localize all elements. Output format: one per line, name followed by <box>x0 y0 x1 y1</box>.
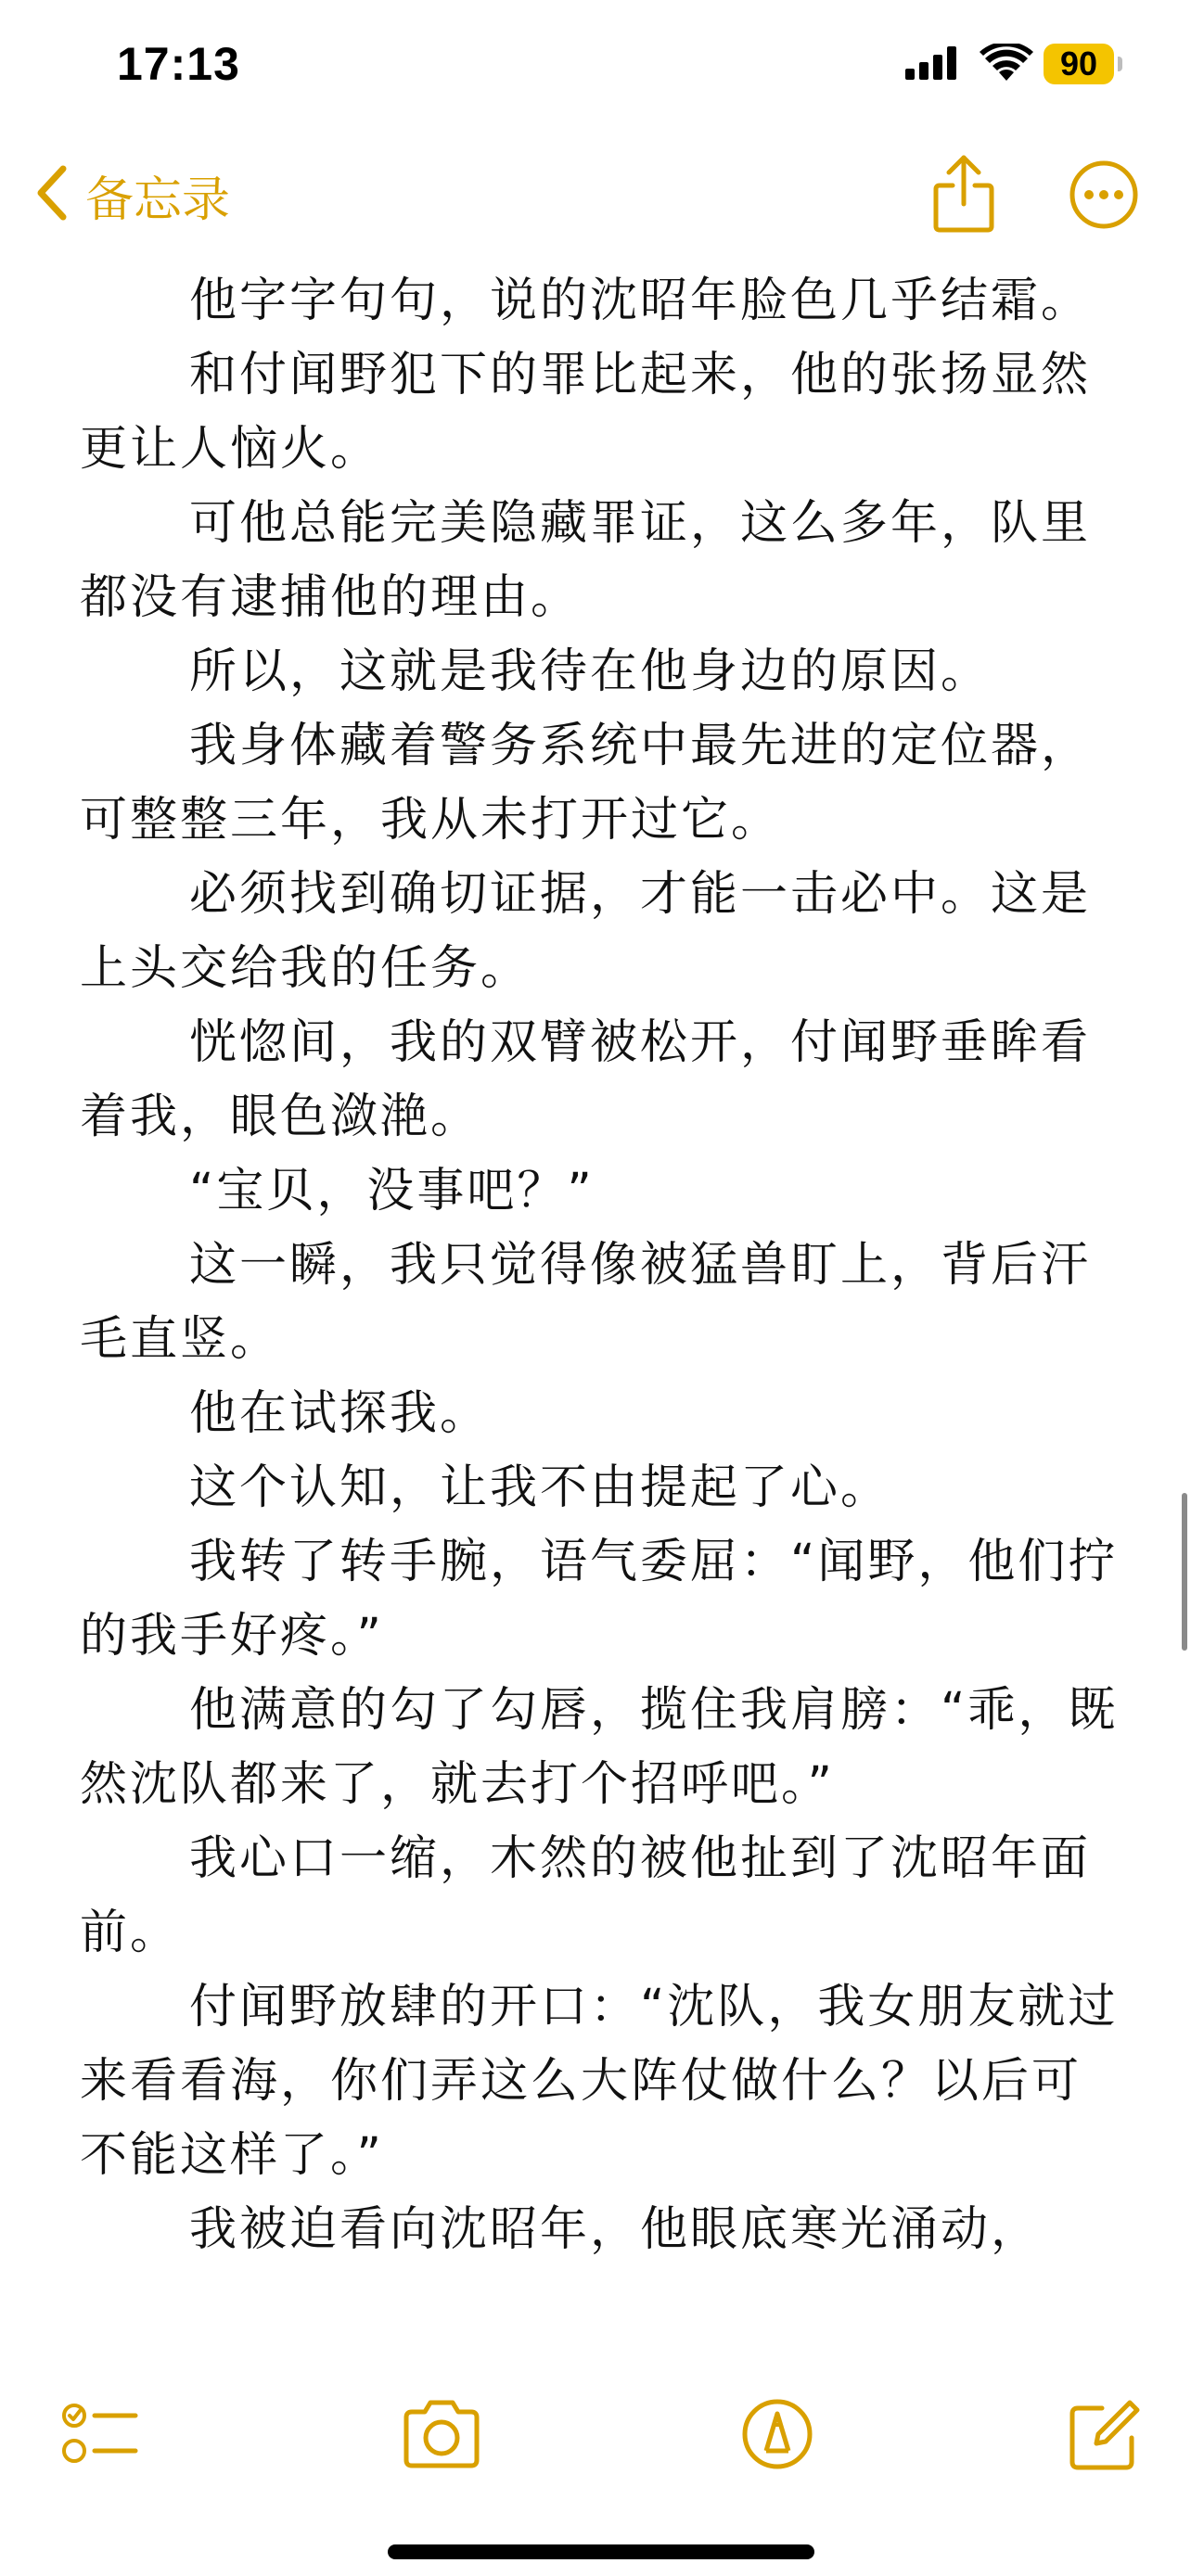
cellular-signal-icon <box>905 46 961 83</box>
back-label: 备忘录 <box>85 172 231 228</box>
note-paragraph: 所以，这就是我待在他身边的原因。 <box>189 644 992 699</box>
note-paragraph: 和付闻野犯下的罪比起来，他的张扬显然更让人恼火。 <box>80 348 1092 477</box>
bottom-toolbar <box>0 2388 1191 2490</box>
chevron-left-icon <box>33 163 70 226</box>
wifi-icon <box>980 44 1033 86</box>
note-paragraph: “宝贝，没事吧？” <box>189 1164 595 1218</box>
home-indicator[interactable] <box>388 2544 814 2559</box>
status-bar <box>0 0 1191 139</box>
nav-bar <box>0 139 1191 250</box>
note-paragraph: 他字字句句，说的沈昭年脸色几乎结霜。 <box>189 274 1092 328</box>
status-time: 17:13 <box>117 38 240 90</box>
share-icon <box>930 222 997 239</box>
note-paragraph: 我被迫看向沈昭年，他眼底寒光涌动， <box>189 2202 1042 2257</box>
note-paragraph: 这一瞬，我只觉得像被猛兽盯上，背后汗毛直竖。 <box>80 1238 1092 1367</box>
note-body[interactable] <box>80 264 1119 2267</box>
camera-icon <box>399 2457 484 2475</box>
compose-icon <box>1065 2461 1143 2479</box>
markup-icon <box>740 2457 814 2475</box>
more-icon <box>1067 218 1141 236</box>
battery-indicator: 90 <box>1044 44 1114 84</box>
camera-button[interactable] <box>399 2397 484 2475</box>
note-paragraph: 我身体藏着警务系统中最先进的定位器，可整整三年，我从未打开过它。 <box>80 719 1092 848</box>
battery-cap <box>1118 57 1122 71</box>
note-paragraph: 恍惚间，我的双臂被松开，付闻野垂眸看着我，眼色潋滟。 <box>80 1015 1092 1144</box>
note-paragraph: 我心口一缩，木然的被他扯到了沈昭年面前。 <box>80 1831 1092 1960</box>
scrollbar[interactable] <box>1182 1493 1187 1651</box>
markup-button[interactable] <box>740 2397 814 2475</box>
more-button[interactable] <box>1067 158 1141 236</box>
checklist-button[interactable] <box>61 2397 139 2475</box>
back-button[interactable] <box>33 158 230 232</box>
note-paragraph: 这个认知，让我不由提起了心。 <box>189 1460 891 1515</box>
note-paragraph: 可他总能完美隐藏罪证，这么多年，队里都没有逮捕他的理由。 <box>80 496 1092 625</box>
checklist-icon <box>61 2457 139 2475</box>
note-paragraph: 必须找到确切证据，才能一击必中。这是上头交给我的任务。 <box>80 867 1092 996</box>
share-button[interactable] <box>930 152 997 239</box>
note-paragraph: 我转了转手腕，语气委屈：“闻野，他们拧的我手好疼。” <box>80 1535 1119 1664</box>
note-paragraph: 付闻野放肆的开口：“沈队，我女朋友就过来看看海，你们弄这么大阵仗做什么？以后可不能这样了。” <box>80 1980 1119 2183</box>
note-paragraph: 他满意的勾了勾唇，揽住我肩膀：“乖，既然沈队都来了，就去打个招呼吧。” <box>80 1683 1119 1812</box>
compose-button[interactable] <box>1065 2397 1143 2479</box>
note-paragraph: 他在试探我。 <box>189 1386 491 1441</box>
